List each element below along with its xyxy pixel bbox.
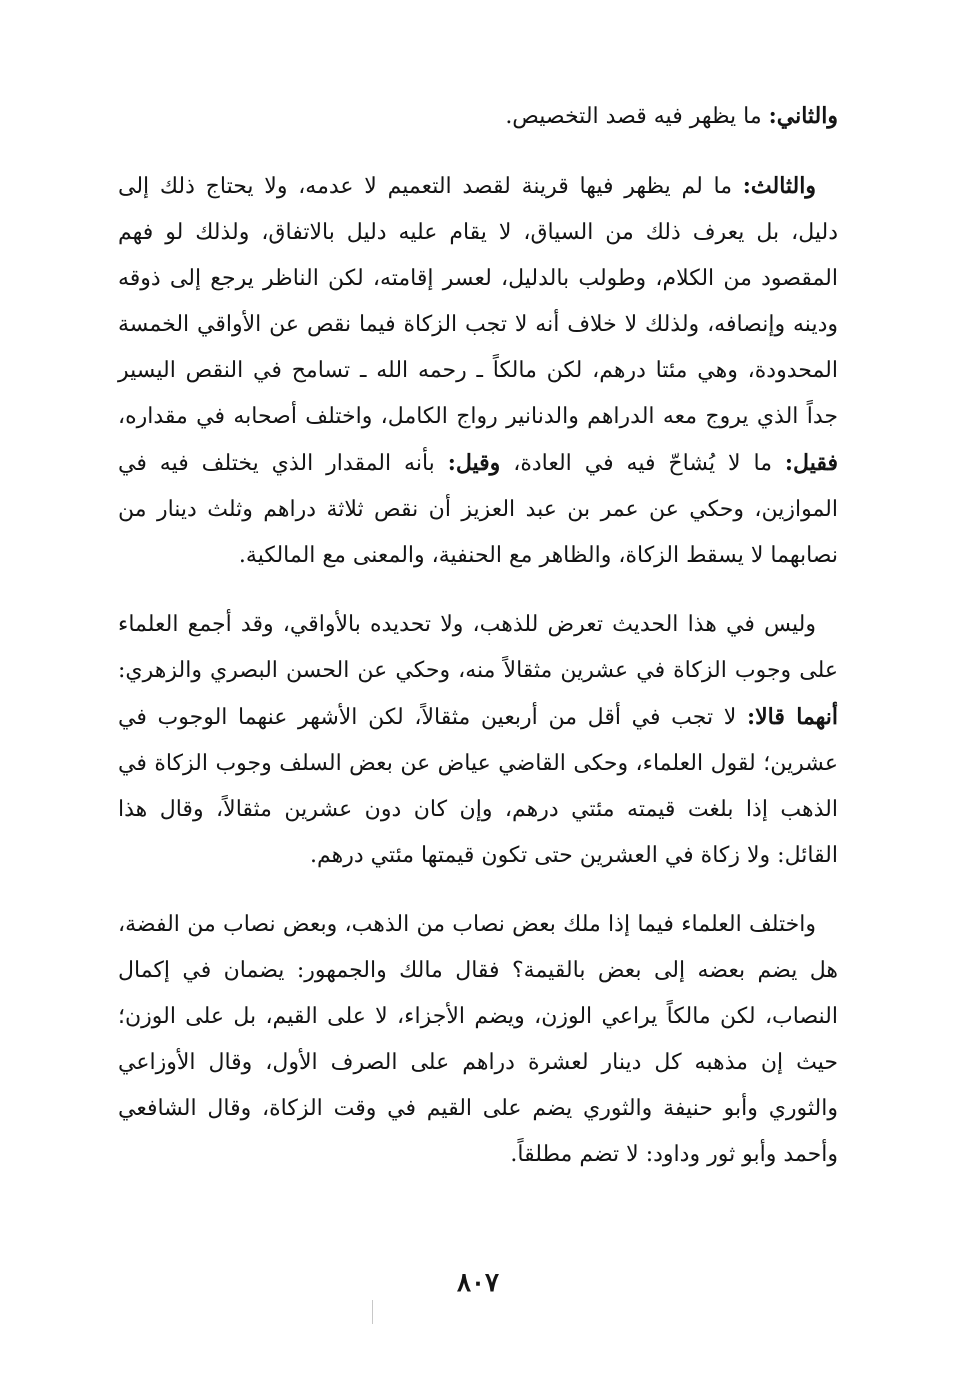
paragraph-gap bbox=[118, 140, 838, 163]
paragraph-text: ما يظهر فيه قصد التخصيص. bbox=[505, 104, 769, 129]
paragraph-lead-term: والثاني: bbox=[768, 103, 838, 129]
inline-term: وقيل: bbox=[447, 450, 501, 476]
scan-artifact-line bbox=[372, 1300, 373, 1324]
paragraph-text: وليس في هذا الحديث تعرض للذهب، ولا تحديده بالأواقي، وقد أجمع العلماء على وجوب الزكاة في عشرين مثقالاً منه، وحكي عن الحسن البصري والزهري: bbox=[118, 612, 838, 683]
page-number: ٨٠٧ bbox=[457, 1268, 499, 1298]
paragraph-gap bbox=[118, 579, 838, 602]
paragraph-gold-zakat bbox=[118, 602, 838, 879]
paragraph-text: بأنه المقدار الذي يختلف فيه في الموازين، وحكي عن عمر بن عبد العزيز أن نقص ثلاثة دراهم وثلث دينار من نصابهما لا يسقط الزكاة، والظاهر مع الحنفية، والمعنى مع المالكية. bbox=[118, 451, 838, 568]
paragraph-text: ما لم يظهر فيها قرينة لقصد التعميم لا عدمه، ولا يحتاج ذلك إلى دليل، بل يعرف ذلك من السياق، لا يقام عليه دليل بالاتفاق، ولذلك لو فهم المقصود من الكلام، وطولب بالدليل، لعسر إقامته، لكن الناظر يرجع إلى ذوقه ودينه وإنصافه، ولذلك لا خلاف أنه لا تجب الزكاة فيما نقص عن الأواقي الخمسة المحدودة، وهي مئتا درهم، لكن مالكاً ـ رحمه الله ـ تسامح في النقص اليسير جداً الذي يروج معه الدراهم والدنانير رواج الكامل، واختلف أصحابه في مقداره، bbox=[118, 174, 838, 429]
paragraph-combining-nisab bbox=[118, 902, 838, 1178]
inline-term: فقيل: bbox=[784, 450, 838, 476]
page-body-text bbox=[118, 93, 838, 1178]
inline-term: أنهما قالا: bbox=[746, 704, 838, 730]
paragraph-third-type bbox=[118, 163, 838, 579]
paragraph-text: واختلف العلماء فيما إذا ملك بعض نصاب من الذهب، وبعض نصاب من الفضة، هل يضم بعضه إلى بعض بالقيمة؟ فقال مالك والجمهور: يضمان في إكمال النصاب، لكن مالكاً يراعي الوزن، ويضم الأجزاء، لا على القيم، بل على الوزن؛ حيث إن مذهبه كل دينار لعشرة دراهم على الصرف الأول، وقال الأوزاعي والثوري وأبو حنيفة والثوري يضم على القيم في وقت الزكاة، وقال الشافعي وأحمد وأبو ثور وداود: لا تضم مطلقاً. bbox=[118, 912, 838, 1167]
paragraph-second-type bbox=[118, 93, 838, 140]
paragraph-text: لا تجب في أقل من أربعين مثقالاً، لكن الأشهر عنهما الوجوب في عشرين؛ لقول العلماء، وحكى القاضي عياض عن بعض السلف وجوب الزكاة في الذهب إذا بلغت قيمته مئتي درهم، وإن كان دون عشرين مثقالاً، وقال هذا القائل: ولا زكاة في العشرين حتى تكون قيمتها مئتي درهم. bbox=[118, 705, 838, 868]
paragraph-lead-term: والثالث: bbox=[742, 173, 816, 199]
paragraph-gap bbox=[118, 879, 838, 902]
paragraph-text: ما لا يُشاحّ فيه في العادة، bbox=[500, 451, 785, 476]
